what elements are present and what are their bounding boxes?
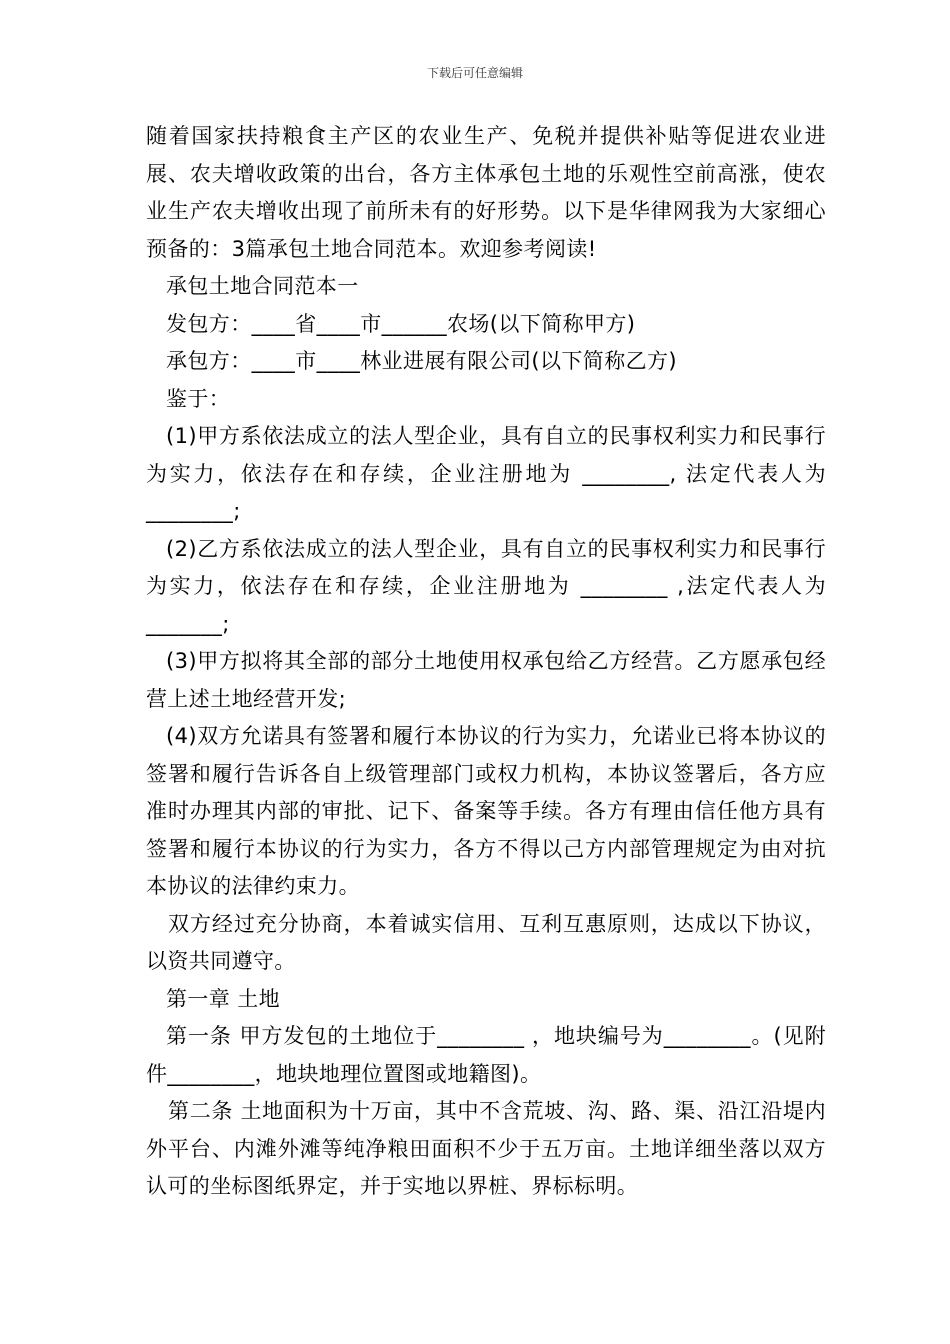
article-2: 第二条 土地面积为十万亩，其中不含荒坡、沟、路、渠、沿江沿堤内外平台、内滩外滩等纯净粮田面积不少于五万亩。土地详细坐落以双方认可的坐标图纸界定，并于实地以界桩、界标标明。 [146,1099,826,1198]
agreement-preamble: 双方经过充分协商，本着诚实信用、互利互惠原则，达成以下协议，以资共同遵守。 [146,911,826,973]
whereas-clause-3: (3)甲方拟将其全部的部分土地使用权承包给乙方经营。乙方愿承包经营上述土地经营开发; [146,649,826,711]
whereas-clause-2: (2)乙方系依法成立的法人型企业，具有自立的民事权利实力和民事行为实力，依法存在和存续，企业注册地为 ________ ,法定代表人为_______; [146,536,826,636]
chapter-heading: 第一章 土地 [166,986,281,1011]
page-header: 下载后可任意编辑 [426,66,523,80]
party-a-line: 发包方：____省____市______农场(以下简称甲方) [166,311,636,336]
whereas-heading: 鉴于： [166,386,231,411]
article-1: 第一条 甲方发包的土地位于________ ，地块编号为________。(见附件________，地块地理位置图或地籍图)。 [146,1024,826,1086]
whereas-clause-1: (1)甲方系依法成立的法人型企业，具有自立的民事权利实力和民事行为实力，依法存在和存续，企业注册地为 ________, 法定代表人为________; [146,424,826,523]
whereas-clause-4: (4)双方允诺具有签署和履行本协议的行为实力，允诺业已将本协议的签署和履行告诉各自上级管理部门或权力机构，本协议签署后，各方应准时办理其内部的审批、记下、备案等手续。各方有理由信任他方具有签署和履行本协议的行为实力，各方不得以己方内部管理规定为由对抗本协议的法律约束力。 [146,724,826,898]
intro-paragraph: 随着国家扶持粮食主产区的农业生产、免税并提供补贴等促进农业进展、农夫增收政策的出台，各方主体承包土地的乐观性空前高涨，使农业生产农夫增收出现了前所未有的好形势。以下是华律网我为大家细心预备的：3篇承包土地合同范本。欢迎参考阅读! [146,124,826,261]
document-body [146,118,826,1206]
contract-title: 承包土地合同范本一 [166,274,359,298]
party-b-line: 承包方：____市____林业进展有限公司(以下简称乙方) [166,349,677,373]
